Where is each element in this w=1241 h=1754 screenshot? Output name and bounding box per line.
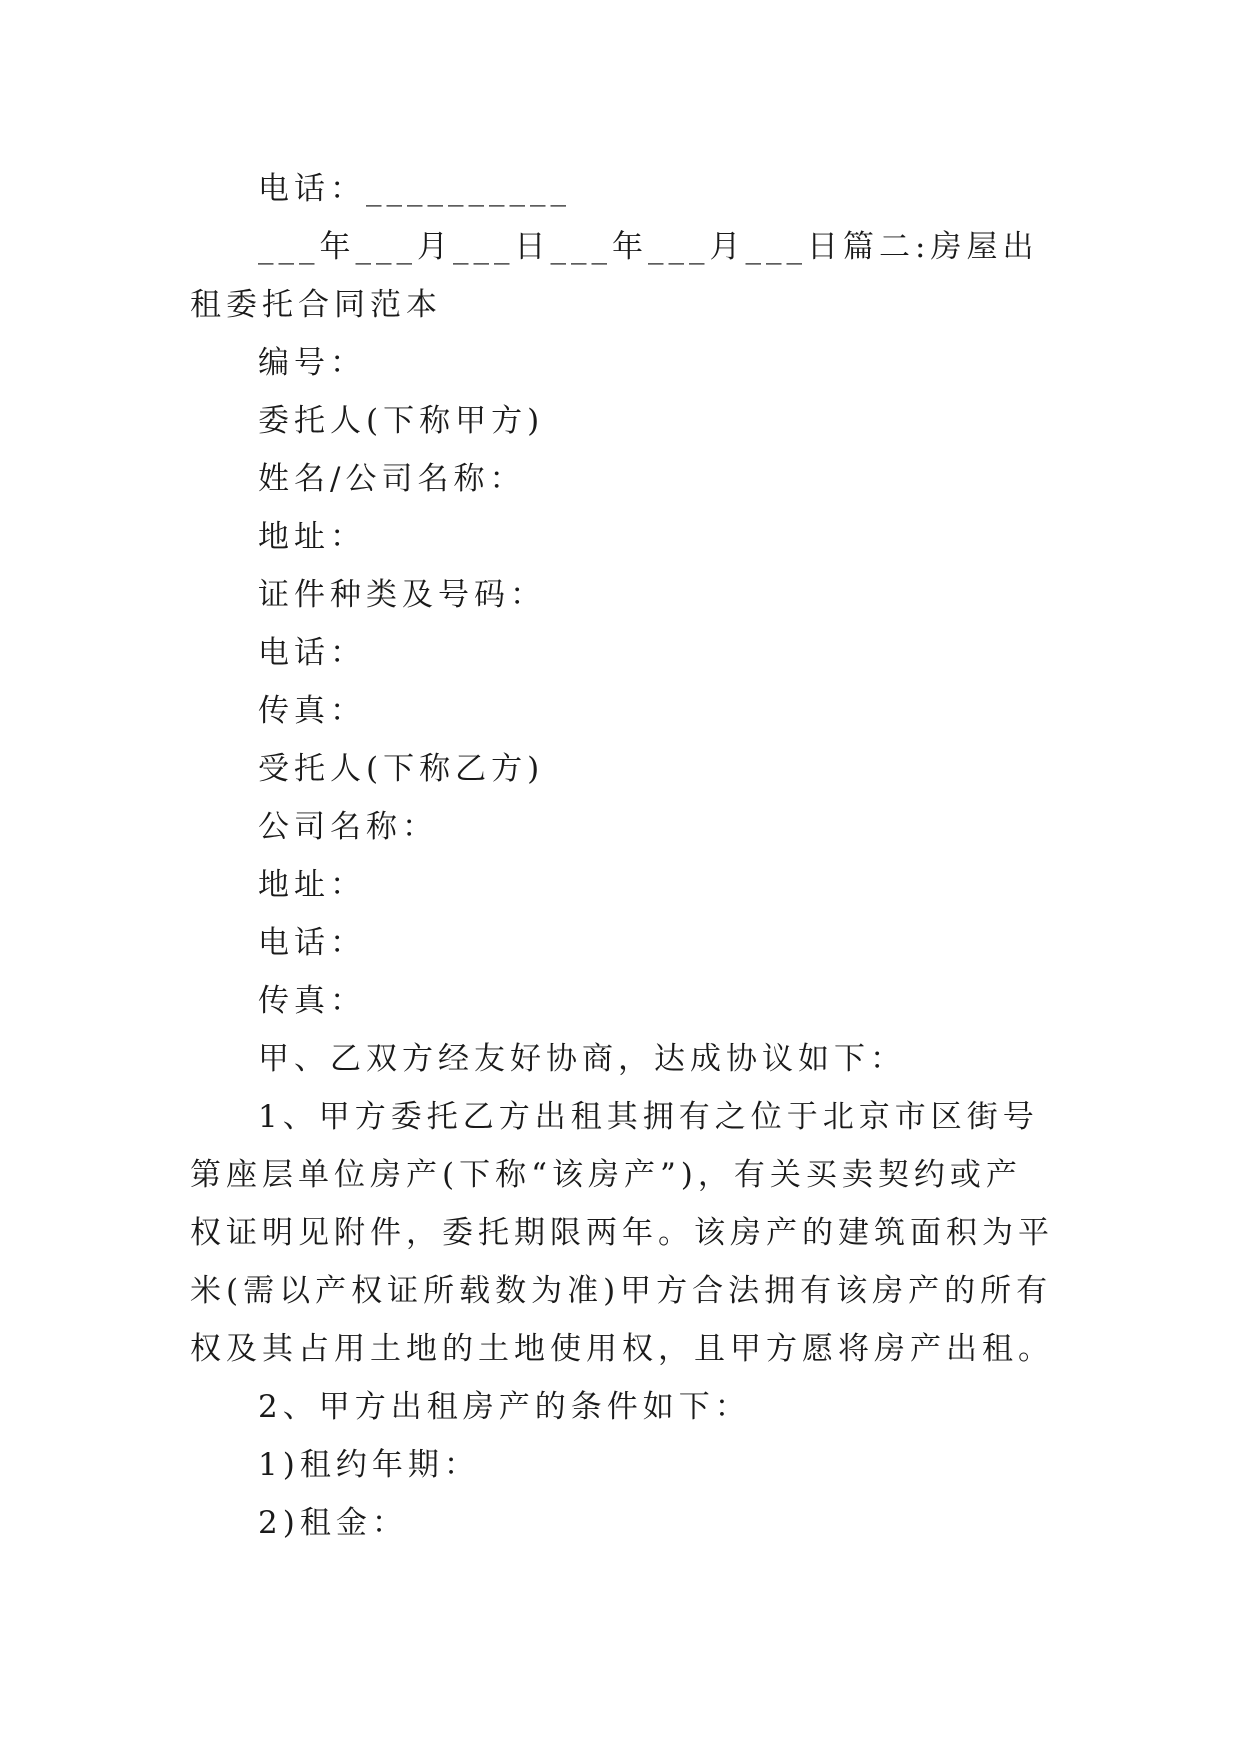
principal-phone-label: 电话： bbox=[258, 635, 366, 671]
agent-phone-label: 电话： bbox=[258, 925, 366, 961]
clause-2-item-1: 1)租约年期： bbox=[258, 1447, 480, 1483]
agent-company-label: 公司名称： bbox=[258, 809, 438, 845]
clause-1: 1、甲方委托乙方出租其拥有之位于北京市区街号第座层单位房产(下称“该房产”)，有关买卖契约或产权证明见附件，委托期限两年。该房产的建筑面积为平米(需以产权证所载数为准)甲方合法拥有该房产的所有权及其占用土地的土地使用权，且甲方愿将房产出租。 bbox=[190, 1099, 1054, 1367]
agent-fax-label: 传真： bbox=[258, 983, 366, 1019]
agent-address-label: 地址： bbox=[258, 867, 366, 903]
date-and-title-line: ___年___月___日___年___月___日篇二:房屋出租委托合同范本 bbox=[190, 229, 1039, 323]
agent-heading: 受托人(下称乙方) bbox=[258, 751, 545, 787]
contract-number-label: 编号： bbox=[258, 345, 366, 381]
phone-line-top: 电话：__________ bbox=[258, 171, 571, 207]
principal-id-label: 证件种类及号码： bbox=[258, 577, 546, 613]
agreement-intro: 甲、乙双方经友好协商，达成协议如下： bbox=[258, 1041, 906, 1077]
clause-2: 2、甲方出租房产的条件如下： bbox=[258, 1389, 751, 1425]
document-body bbox=[190, 160, 1055, 1552]
clause-2-item-2: 2)租金： bbox=[258, 1505, 408, 1541]
principal-fax-label: 传真： bbox=[258, 693, 366, 729]
principal-heading: 委托人(下称甲方) bbox=[258, 403, 545, 439]
principal-name-label: 姓名/公司名称： bbox=[258, 461, 526, 497]
principal-address-label: 地址： bbox=[258, 519, 366, 555]
